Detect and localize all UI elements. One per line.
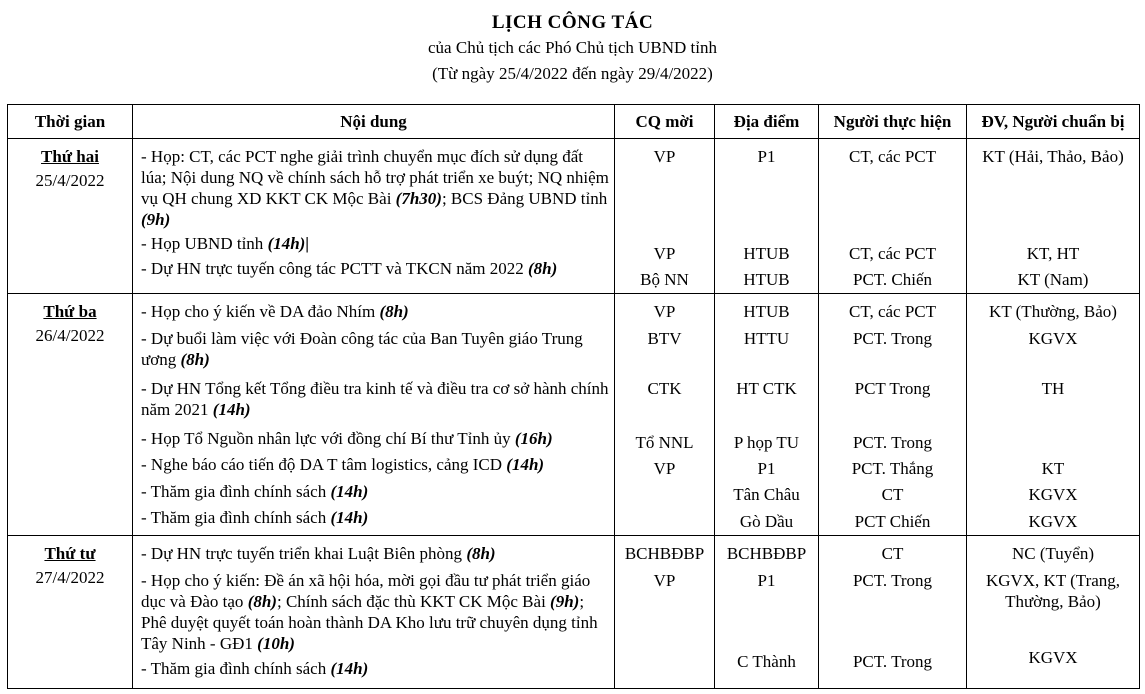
- executor-cell: CT, các PCT PCT. Trong PCT Trong PCT. Trong PCT. Thắng CT PCT Chiến: [819, 294, 967, 536]
- day-name: Thứ ba: [43, 302, 97, 321]
- list-item: - Nghe báo cáo tiến độ DA T tâm logistics, cảng ICD (14h): [141, 455, 545, 474]
- inviter-cell: VP VP Bộ NN: [615, 139, 715, 294]
- day-date: 27/4/2022: [35, 568, 105, 587]
- list-item: - Họp cho ý kiến: Đề án xã hội hóa, mời gọi đầu tư phát triển giáo dục và Đào tạo (8h); Chính sách đặc thù KKT CK Mộc Bài (9h); Phê duyệt quyết toán hoàn thành DA Kho lưu trữ chuyên dụng tỉnh Tây Ninh - GĐ1 (10h): [141, 571, 598, 653]
- day-cell: [8, 536, 133, 689]
- day-cell: [8, 294, 133, 536]
- day-name: Thứ hai: [41, 147, 99, 166]
- page-subtitle: của Chủ tịch các Phó Chủ tịch UBND tỉnh: [428, 38, 717, 57]
- content-cell: [133, 536, 615, 689]
- list-item: - Thăm gia đình chính sách (14h): [141, 482, 369, 501]
- preparer-cell: KT (Hải, Thảo, Bảo) KT, HT KT (Nam): [967, 139, 1140, 294]
- place-cell: BCHBĐBP P1 C Thành: [715, 536, 819, 689]
- col-header-preparer: ĐV, Người chuẩn bị: [967, 105, 1140, 139]
- inviter-cell: BCHBĐBP VP: [615, 536, 715, 689]
- page-title: LỊCH CÔNG TÁC: [491, 12, 654, 33]
- table-row: [8, 294, 1140, 536]
- executor-cell: CT PCT. Trong PCT. Trong: [819, 536, 967, 689]
- content-cell: [133, 294, 615, 536]
- col-header-time: Thời gian: [8, 105, 133, 139]
- list-item: - Họp UBND tỉnh (14h)|: [141, 234, 310, 253]
- table-header-row: [8, 105, 1140, 139]
- list-item: - Dự buổi làm việc với Đoàn công tác của Ban Tuyên giáo Trung ương (8h): [141, 329, 583, 369]
- col-header-content: Nội dung: [133, 105, 615, 139]
- preparer-cell: KT (Thường, Bảo) KGVX TH KT KGVX KGVX: [967, 294, 1140, 536]
- preparer-cell: NC (Tuyển) KGVX, KT (Trang, Thường, Bảo) KGVX: [967, 536, 1140, 689]
- list-item: - Họp cho ý kiến về DA đảo Nhím (8h): [141, 302, 409, 321]
- schedule-table: [7, 104, 1140, 689]
- executor-cell: CT, các PCT CT, các PCT PCT. Chiến: [819, 139, 967, 294]
- day-date: 25/4/2022: [35, 171, 105, 190]
- table-row: [8, 536, 1140, 689]
- day-name: Thứ tư: [44, 544, 96, 563]
- list-item: - Họp: CT, các PCT nghe giải trình chuyển mục đích sử dụng đất lúa; Nội dung NQ về chính sách hỗ trợ phát triển xe buýt; NQ nhiệm vụ QH chung XD KKT CK Mộc Bài (7h30); BCS Đảng UBND tỉnh (9h): [141, 147, 609, 229]
- list-item: - Dự HN Tổng kết Tổng điều tra kinh tế và điều tra cơ sở hành chính năm 2021 (14h): [141, 379, 609, 419]
- col-header-place: Địa điểm: [715, 105, 819, 139]
- list-item: - Thăm gia đình chính sách (14h): [141, 508, 369, 527]
- date-range: (Từ ngày 25/4/2022 đến ngày 29/4/2022): [432, 64, 713, 83]
- list-item: - Thăm gia đình chính sách (14h): [141, 659, 369, 678]
- inviter-cell: VP BTV CTK Tổ NNL VP: [615, 294, 715, 536]
- content-cell: [133, 139, 615, 294]
- list-item: - Dự HN trực tuyến công tác PCTT và TKCN năm 2022 (8h): [141, 259, 558, 278]
- col-header-inviter: CQ mời: [615, 105, 715, 139]
- place-cell: HTUB HTTU HT CTK P họp TU P1 Tân Châu Gò Dầu: [715, 294, 819, 536]
- place-cell: P1 HTUB HTUB: [715, 139, 819, 294]
- day-cell: [8, 139, 133, 294]
- table-row: [8, 139, 1140, 294]
- day-date: 26/4/2022: [35, 326, 105, 345]
- list-item: - Họp Tổ Nguồn nhân lực với đồng chí Bí thư Tỉnh ủy (16h): [141, 429, 553, 448]
- list-item: - Dự HN trực tuyến triển khai Luật Biên phòng (8h): [141, 544, 496, 563]
- col-header-executor: Người thực hiện: [819, 105, 967, 139]
